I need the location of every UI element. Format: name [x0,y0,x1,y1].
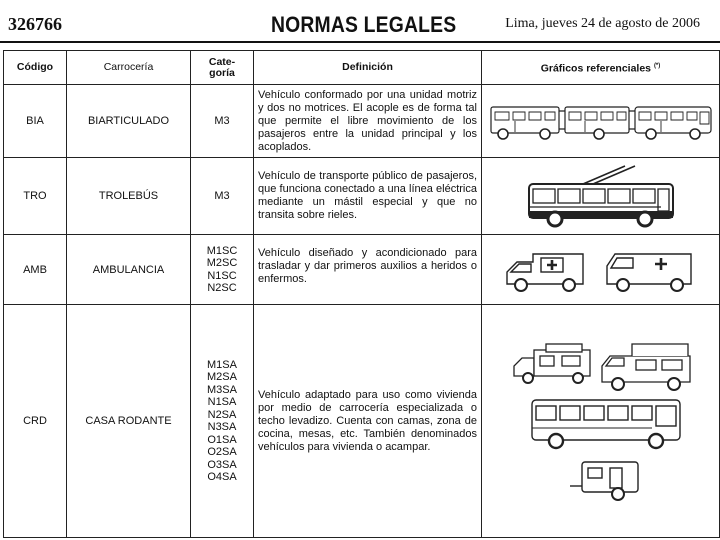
ambulance-icon [503,244,699,296]
row-definition-cell [254,235,482,305]
table-row [4,158,720,235]
row-definition-cell [254,85,482,158]
row-graphic [482,305,720,538]
row-category: M1SA M2SA M3SA N1SA N2SA N3SA O1SA O2SA O3SA O4SA [191,305,254,538]
row-definition: Vehículo adaptado para uso como vivienda por medio de carrocería especializada o techo levadizo. Cuenta con camas, zona de cocina, mesas, etc. También denominados vehículos para vivienda o acampar. [254,305,482,538]
header-category: Cate- goría [191,51,254,85]
publication-title: NORMAS LEGALES [271,12,457,37]
header-graphics-note: (*) [653,62,661,69]
row-code: TRO [4,158,67,235]
vehicle-body-table [3,50,720,538]
articulated-bus-icon [485,93,717,149]
row-body-type: BIARTICULADO [67,85,191,158]
row-body-type: TROLEBÚS [67,158,191,235]
row-code: BIA [4,85,67,158]
row-graphic [482,158,720,235]
header-graphics-label: Gráficos referenciales [540,62,652,75]
table-row [4,235,720,305]
header-definition: Definición [254,51,482,85]
trolleybus-icon [521,162,681,230]
row-definition: Vehículo conformado por una unidad motriz y dos no motrices. El acople es de forma tal que permite el libre movimiento de los pasajeros entre la unidad principal y los acoplados. [258,88,477,153]
header-body: Carrocería [67,51,191,85]
row-code: CRD [4,305,67,538]
row-graphic [482,85,720,158]
row-category: M1SC M2SC N1SC N2SC [191,235,254,305]
header-code: Código [4,51,67,85]
row-category: M3 [191,85,254,158]
page-header [0,0,720,44]
row-definition: Vehículo de transporte público de pasajeros, que funciona conectado a una línea eléctrica mediante un mástil especial y que no transita sobre rieles. [254,158,482,235]
table-row [4,305,720,538]
header-graphics [482,51,720,85]
motorhome-icon [506,336,696,506]
table-header-row [4,51,720,85]
row-graphic [482,235,720,305]
header-rule [0,41,720,43]
row-definition: Vehículo diseñado y acondicionado para trasladar y dar primeros auxilios a heridos o enfermos. [258,246,477,285]
row-body-type: CASA RODANTE [67,305,191,538]
row-category: M3 [191,158,254,235]
table-row [4,85,720,158]
row-code: AMB [4,235,67,305]
row-body-type: AMBULANCIA [67,235,191,305]
page-number: 326766 [8,14,62,34]
publication-date: Lima, jueves 24 de agosto de 2006 [505,16,700,31]
